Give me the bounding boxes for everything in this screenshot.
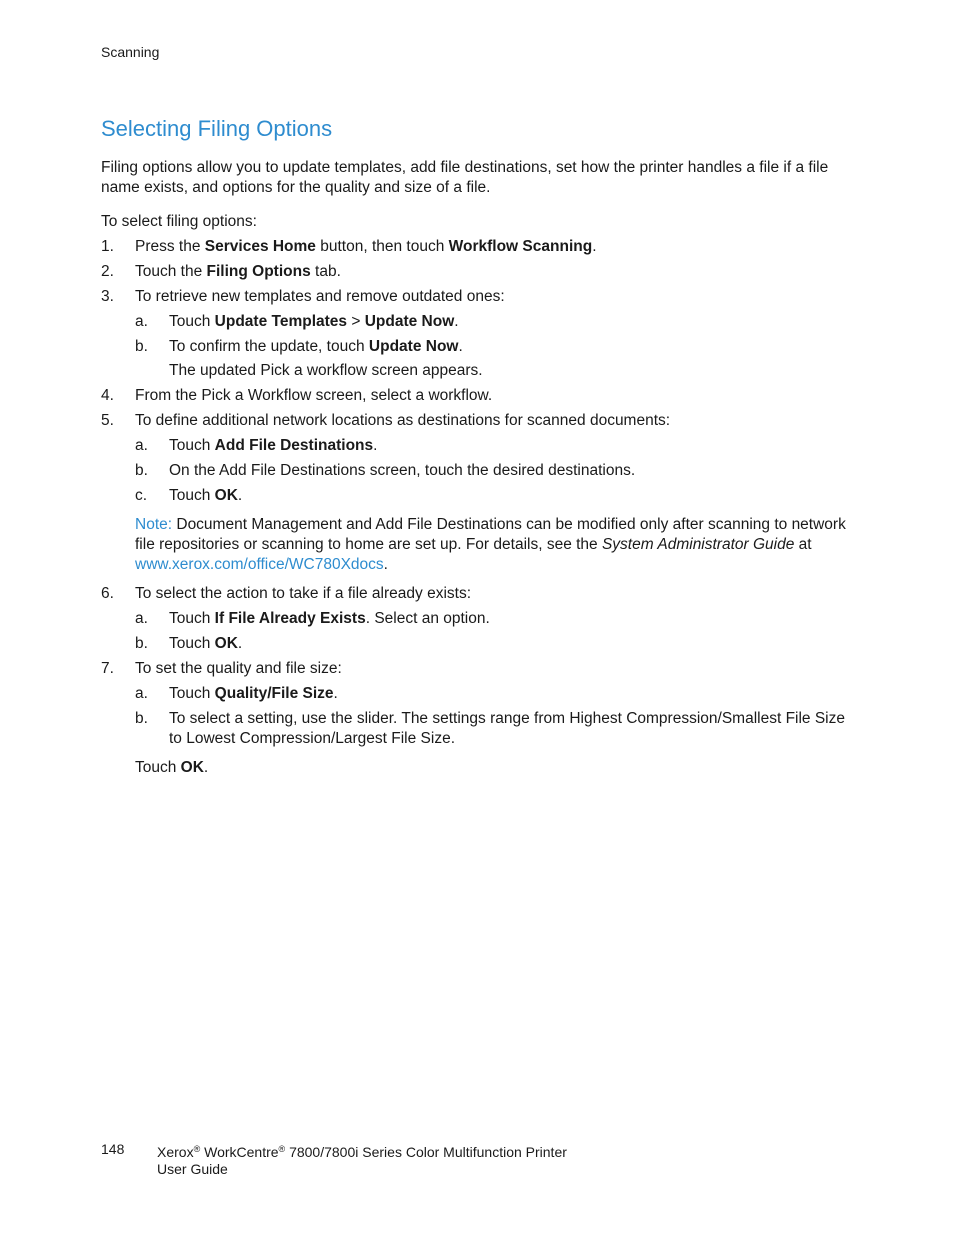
step-4 <box>101 386 853 406</box>
note-paragraph: Note: Document Management and Add File Destinations can be modified only after scanning to network file repositories or scanning to home are set up. For details, see the System Administrator Guide at www.xerox.com/office/WC780Xdocs. <box>135 516 846 573</box>
substep-letter: b. <box>135 462 148 479</box>
document-body <box>101 158 853 778</box>
document-reference: System Administrator Guide <box>601 536 795 553</box>
step-number: 2. <box>101 263 114 280</box>
substep-text: Touch Add File Destinations. <box>169 437 378 454</box>
step-6 <box>101 584 853 604</box>
step-text: To set the quality and file size: <box>135 660 342 677</box>
substep-5b <box>135 461 853 481</box>
ui-label: Update Templates <box>214 313 348 330</box>
product-line: Xerox® WorkCentre® 7800/7800i Series Color Multifunction Printer <box>157 1144 567 1160</box>
substep-letter: b. <box>135 338 148 355</box>
substep-text: To select a setting, use the slider. The settings range from Highest Compression/Smallest File Size to Lowest Compression/Largest File Size. <box>169 710 845 747</box>
note-label: Note: <box>135 516 173 533</box>
ui-label: Services Home <box>204 238 316 255</box>
ui-label: Add File Destinations <box>214 437 374 454</box>
substep-letter: a. <box>135 685 148 702</box>
step-5 <box>101 411 853 431</box>
substep-letter: a. <box>135 610 148 627</box>
ui-label: Filing Options <box>206 263 311 280</box>
substep-text: Touch Update Templates > Update Now. <box>169 313 459 330</box>
step-text: Touch the Filing Options tab. <box>135 263 341 280</box>
step-3 <box>101 287 853 307</box>
ui-label: Update Now <box>368 338 459 355</box>
step-text: From the Pick a Workflow screen, select a workflow. <box>135 387 493 404</box>
substep-5c <box>135 486 853 506</box>
step-text: To define additional network locations as destinations for scanned documents: <box>135 412 671 429</box>
step-number: 1. <box>101 238 114 255</box>
ui-label: Update Now <box>364 313 455 330</box>
substep-letter: a. <box>135 313 148 330</box>
step-text: To retrieve new templates and remove outdated ones: <box>135 288 505 305</box>
step-number: 3. <box>101 288 114 305</box>
page-number: 148 <box>101 1141 125 1157</box>
substep-letter: b. <box>135 635 148 652</box>
substep-7a <box>135 684 853 704</box>
intro-paragraph: Filing options allow you to update templates, add file destinations, set how the printer handles a file if a file name exists, and options for the quality and size of a file. <box>101 159 829 196</box>
substep-text: Touch OK. <box>169 635 243 652</box>
substep-3a <box>135 312 853 332</box>
substep-text: On the Add File Destinations screen, touch the desired destinations. <box>169 462 636 479</box>
step-text: To select the action to take if a file already exists: <box>135 585 472 602</box>
footer-product-info <box>157 1141 567 1178</box>
substep-5a <box>135 436 853 456</box>
step-number: 6. <box>101 585 114 602</box>
running-header: Scanning <box>101 44 160 60</box>
ui-label: OK <box>214 635 238 652</box>
lead-paragraph: To select filing options: <box>101 213 257 230</box>
step-number: 4. <box>101 387 114 404</box>
step-number: 7. <box>101 660 114 677</box>
ui-label: If File Already Exists <box>214 610 366 627</box>
substep-6b <box>135 634 853 654</box>
substep-letter: a. <box>135 437 148 454</box>
ui-label: Quality/File Size <box>214 685 334 702</box>
step-7 <box>101 659 853 679</box>
substep-letter: b. <box>135 710 148 727</box>
substep-6a <box>135 609 853 629</box>
ui-label: Workflow Scanning <box>448 238 593 255</box>
step-2 <box>101 262 853 282</box>
docs-link[interactable]: www.xerox.com/office/WC780Xdocs <box>135 556 384 573</box>
substep-3b <box>135 337 853 357</box>
substep-7b <box>135 709 853 749</box>
substep-text: Touch If File Already Exists. Select an option. <box>169 610 490 627</box>
substep-text: Touch Quality/File Size. <box>169 685 338 702</box>
step-1 <box>101 237 853 257</box>
substep-followup: The updated Pick a workflow screen appears. <box>169 362 483 379</box>
substep-text: To confirm the update, touch Update Now. <box>169 338 463 355</box>
substep-letter: c. <box>135 487 148 504</box>
ui-label: OK <box>180 759 204 776</box>
step-text: Press the Services Home button, then touch Workflow Scanning. <box>135 238 597 255</box>
final-instruction: Touch OK. <box>135 759 209 776</box>
section-title: Selecting Filing Options <box>101 116 333 141</box>
ui-label: OK <box>214 487 238 504</box>
substep-text: Touch OK. <box>169 487 243 504</box>
document-name: User Guide <box>157 1161 228 1177</box>
step-number: 5. <box>101 412 114 429</box>
